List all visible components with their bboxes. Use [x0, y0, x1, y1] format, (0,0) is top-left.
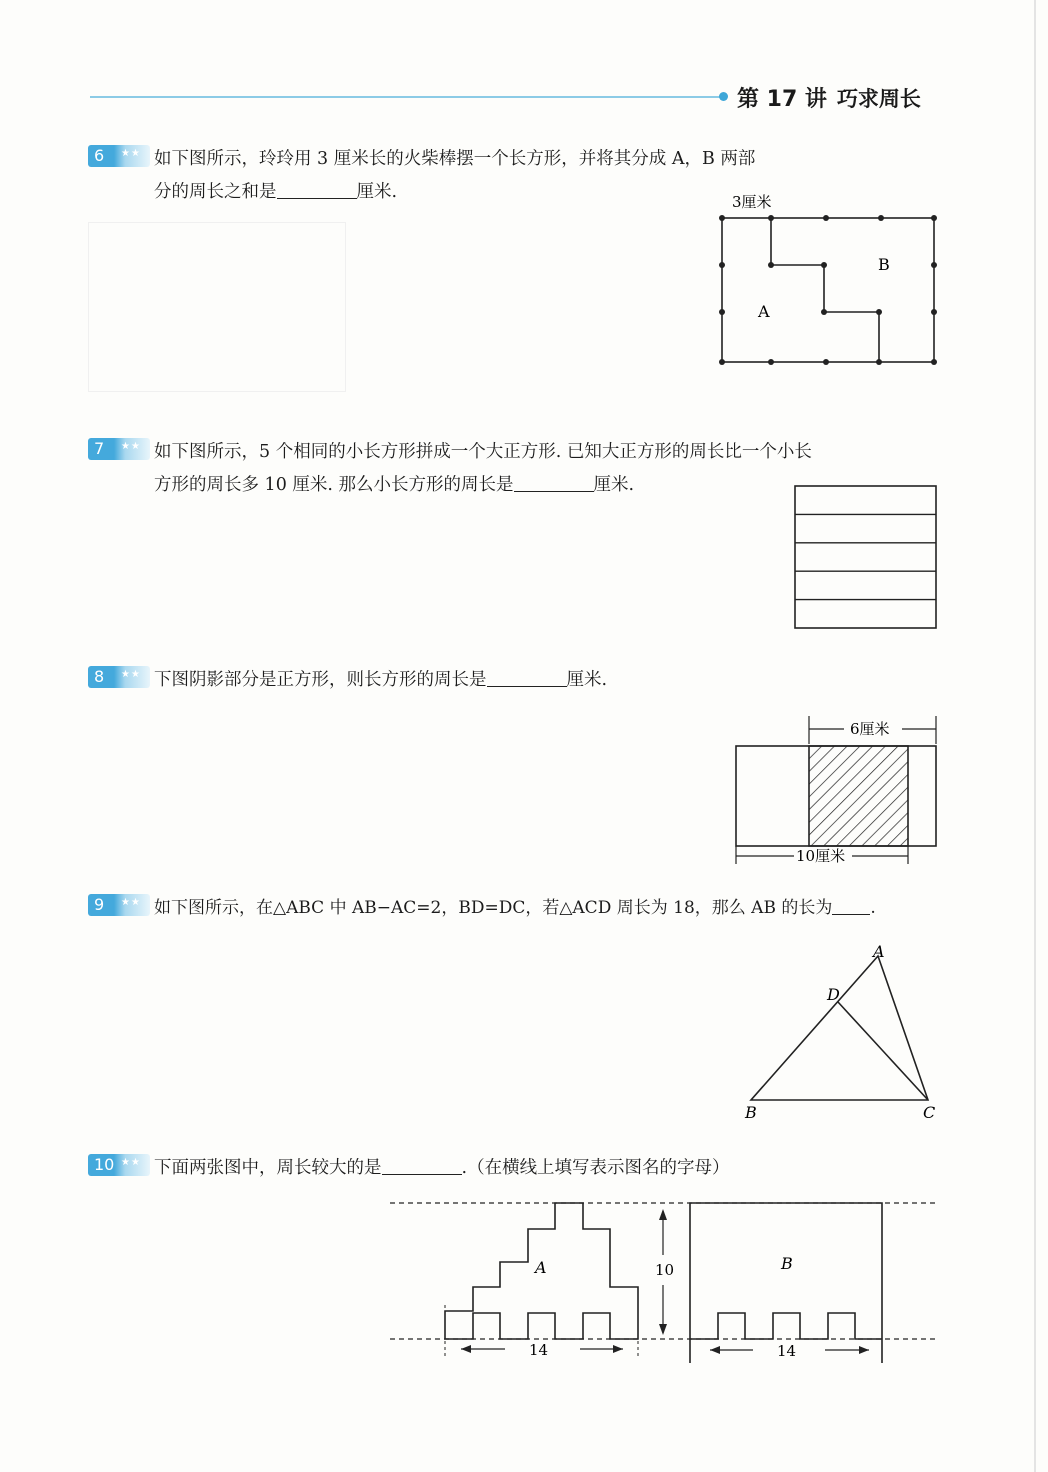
- question-badge: [88, 1154, 150, 1176]
- question-text: [154, 143, 755, 209]
- width-label: 14: [529, 1341, 549, 1359]
- question-line: 方形的周长多 10 厘米. 那么小长方形的周长是: [154, 475, 514, 495]
- answer-blank[interactable]: [832, 896, 870, 915]
- answer-blank[interactable]: [514, 473, 594, 492]
- dividing-path: [771, 218, 879, 362]
- triangle-abc: [751, 956, 928, 1100]
- question-text: [154, 436, 812, 502]
- difficulty-stars-icon: ★★: [121, 669, 141, 680]
- difficulty-stars-icon: ★★: [121, 1157, 141, 1168]
- matchstick-joints: [719, 215, 937, 365]
- question-line: .（在横线上填写表示图名的字母）: [461, 1158, 730, 1178]
- region-a-label: A: [758, 302, 770, 321]
- dimension-label: 6厘米: [850, 720, 890, 738]
- segment-dc: [838, 1002, 928, 1100]
- five-rectangles-square-figure: [793, 484, 938, 630]
- vertex-label: D: [827, 985, 840, 1004]
- question-line: .: [870, 898, 876, 918]
- question-badge: [88, 145, 150, 167]
- page-edge: [1034, 0, 1036, 1472]
- question-badge: [88, 666, 150, 688]
- question-line: 厘米.: [356, 182, 398, 202]
- difficulty-stars-icon: ★★: [121, 148, 141, 159]
- lesson-title: 巧求周长: [836, 87, 921, 111]
- question-number: 9: [94, 895, 105, 914]
- vertex-label: A: [873, 942, 885, 961]
- question-badge: [88, 894, 150, 916]
- figure-b-label: B: [781, 1254, 793, 1273]
- question-line: 如下图所示，玲玲用 3 厘米长的火柴棒摆一个长方形，并将其分成 A，B 两部: [154, 149, 756, 169]
- question-line: 分的周长之和是: [154, 182, 277, 202]
- question-10: [88, 1152, 948, 1188]
- big-square: [795, 486, 936, 628]
- question-number: 6: [94, 146, 105, 165]
- width-label: 14: [777, 1342, 797, 1360]
- question-number: 8: [94, 667, 105, 686]
- region-b-label: B: [878, 255, 890, 274]
- figure-label: 3厘米: [732, 193, 772, 211]
- header-rule: [90, 96, 722, 98]
- lesson-number: 第 17 讲: [737, 87, 827, 112]
- question-text: [154, 1152, 730, 1185]
- question-number: 7: [94, 439, 105, 458]
- answer-blank[interactable]: [382, 1156, 462, 1175]
- dimension-label: 10厘米: [796, 847, 846, 865]
- question-number: 10: [94, 1155, 115, 1174]
- shaded-square: [809, 746, 908, 846]
- page-header: [737, 82, 921, 113]
- question-text: [154, 892, 876, 925]
- triangle-abc-figure: [740, 940, 940, 1120]
- question-line: 厘米.: [593, 475, 635, 495]
- answer-blank[interactable]: [487, 668, 567, 687]
- figure-a-label: A: [535, 1258, 547, 1277]
- shaded-square-rectangle-figure: [730, 710, 945, 870]
- answer-blank[interactable]: [277, 180, 357, 199]
- height-label: 10: [655, 1261, 675, 1279]
- question-badge: [88, 438, 150, 460]
- vertex-label: B: [745, 1103, 757, 1122]
- two-figures-perimeter-comparison: [385, 1195, 945, 1365]
- question-line: 如下图所示，在△ABC 中 AB−AC=2，BD=DC，若△ACD 周长为 18，那么 AB 的长为: [154, 898, 833, 918]
- difficulty-stars-icon: ★★: [121, 441, 141, 452]
- question-8: [88, 664, 948, 700]
- difficulty-stars-icon: ★★: [121, 897, 141, 908]
- header-dot-icon: [719, 92, 728, 101]
- question-text: [154, 664, 607, 697]
- vertex-label: C: [923, 1103, 936, 1122]
- question-line: 下图阴影部分是正方形，则长方形的周长是: [154, 670, 487, 690]
- show-through-grid: [88, 222, 346, 392]
- matchstick-rectangle-figure: [712, 188, 952, 368]
- figure-b-notches: [690, 1313, 882, 1339]
- outer-rectangle: [722, 218, 934, 362]
- question-line: 厘米.: [566, 670, 608, 690]
- question-line: 如下图所示，5 个相同的小长方形拼成一个大正方形. 已知大正方形的周长比一个小长: [154, 442, 812, 462]
- question-line: 下面两张图中，周长较大的是: [154, 1158, 382, 1178]
- question-9: [88, 892, 948, 928]
